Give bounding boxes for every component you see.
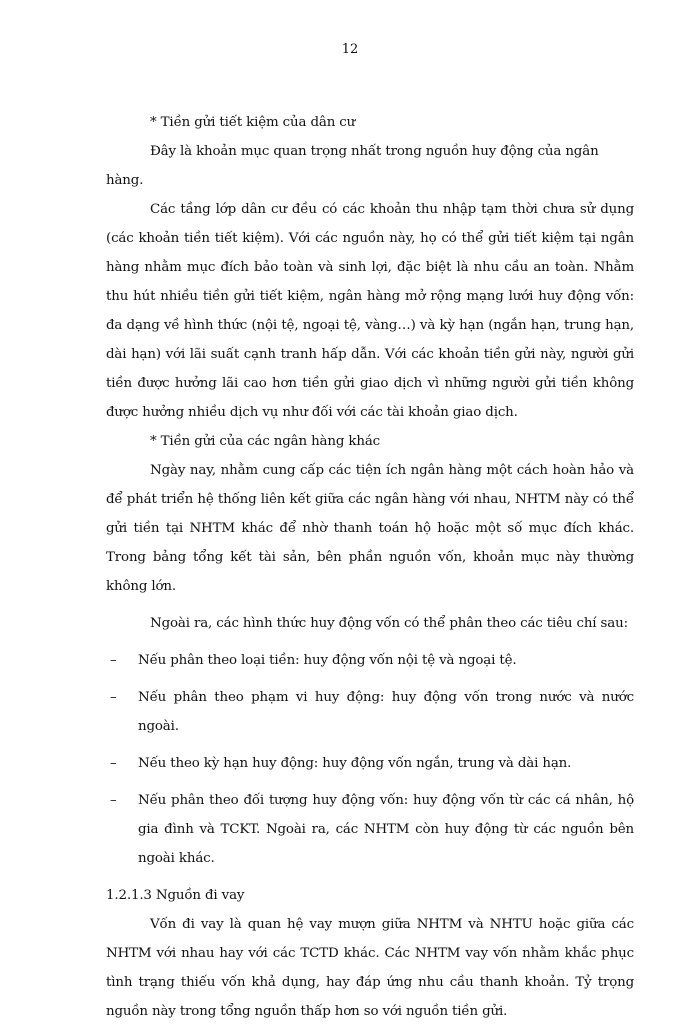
bullet-text: Nếu phân theo phạm vi huy động: huy động vốn trong nước và nước ngoài.: [138, 690, 634, 734]
bullet-item: [106, 749, 634, 778]
savings-paragraph-2: Các tầng lớp dân cư đều có các khoản thu nhập tạm thời chưa sử dụng (các khoản tiền tiết kiệm). Với các nguồn này, họ có thể gửi tiết kiệm tại ngân hàng nhằm mục đích bảo toàn và sinh lợi, đặc biệt là nhu cầu an toàn. Nhằm thu hút nhiều tiền gửi tiết kiệm, ngân hàng mở rộng mạng lưới huy động vốn: đa dạng về hình thức (nội tệ, ngoại tệ, vàng…) và kỳ hạn (ngắn hạn, trung hạn, dài hạn) với lãi suất cạnh tranh hấp dẫn. Với các khoản tiền gửi này, người gửi tiền được hưởng lãi cao hơn tiền gửi giao dịch vì những người gửi tiền không được hưởng nhiều dịch vụ như đối với các tài khoản giao dịch.: [106, 202, 634, 420]
loan-section-heading: 1.2.1.3 Nguồn đi vay: [106, 888, 245, 903]
savings-paragraph-1: Đây là khoản mục quan trọng nhất trong nguồn huy động của ngân hàng.: [106, 144, 599, 188]
banks-section-title: * Tiền gửi của các ngân hàng khác: [150, 434, 381, 449]
bullet-item: [106, 646, 634, 675]
bullet-text: Nếu phân theo loại tiền: huy động vốn nội tệ và ngoại tệ.: [138, 653, 517, 668]
bullet-text: Nếu phân theo đối tượng huy động vốn: huy động vốn từ các cá nhân, hộ gia đình và TCKT. Ngoài ra, các NHTM còn huy động từ các nguồn bên ngoài khác.: [138, 793, 634, 866]
savings-section-title: * Tiền gửi tiết kiệm của dân cư: [150, 115, 356, 130]
bullet-text: Nếu theo kỳ hạn huy động: huy động vốn ngắn, trung và dài hạn.: [138, 756, 572, 771]
loan-paragraph-1: Vốn đi vay là quan hệ vay mượn giữa NHTM và NHTU hoặc giữa các NHTM với nhau hay với các TCTD khác. Các NHTM vay vốn nhằm khắc phục tình trạng thiếu vốn khả dụng, hay đáp ứng nhu cầu thanh khoản. Tỷ trọng nguồn này trong tổng nguồn thấp hơn so với nguồn tiền gửi.: [106, 917, 634, 1019]
bullet-dash: –: [110, 756, 117, 771]
bullet-dash: –: [110, 653, 117, 668]
banks-paragraph-1: Ngày nay, nhằm cung cấp các tiện ích ngân hàng một cách hoàn hảo và để phát triển hệ thống liên kết giữa các ngân hàng với nhau, NHTM này có thể gửi tiền tại NHTM khác để nhờ thanh toán hộ hoặc một số mục đích khác. Trong bảng tổng kết tài sản, bên phần nguồn vốn, khoản mục này thường không lớn.: [106, 463, 634, 594]
page-content: [106, 108, 634, 1026]
bullet-dash: –: [110, 793, 117, 808]
bullet-item: [106, 786, 634, 873]
bullet-dash: –: [110, 690, 117, 705]
bullet-item: [106, 683, 634, 741]
criteria-intro: Ngoài ra, các hình thức huy động vốn có thể phân theo các tiêu chí sau:: [150, 616, 628, 631]
page-number: 12: [341, 42, 359, 57]
